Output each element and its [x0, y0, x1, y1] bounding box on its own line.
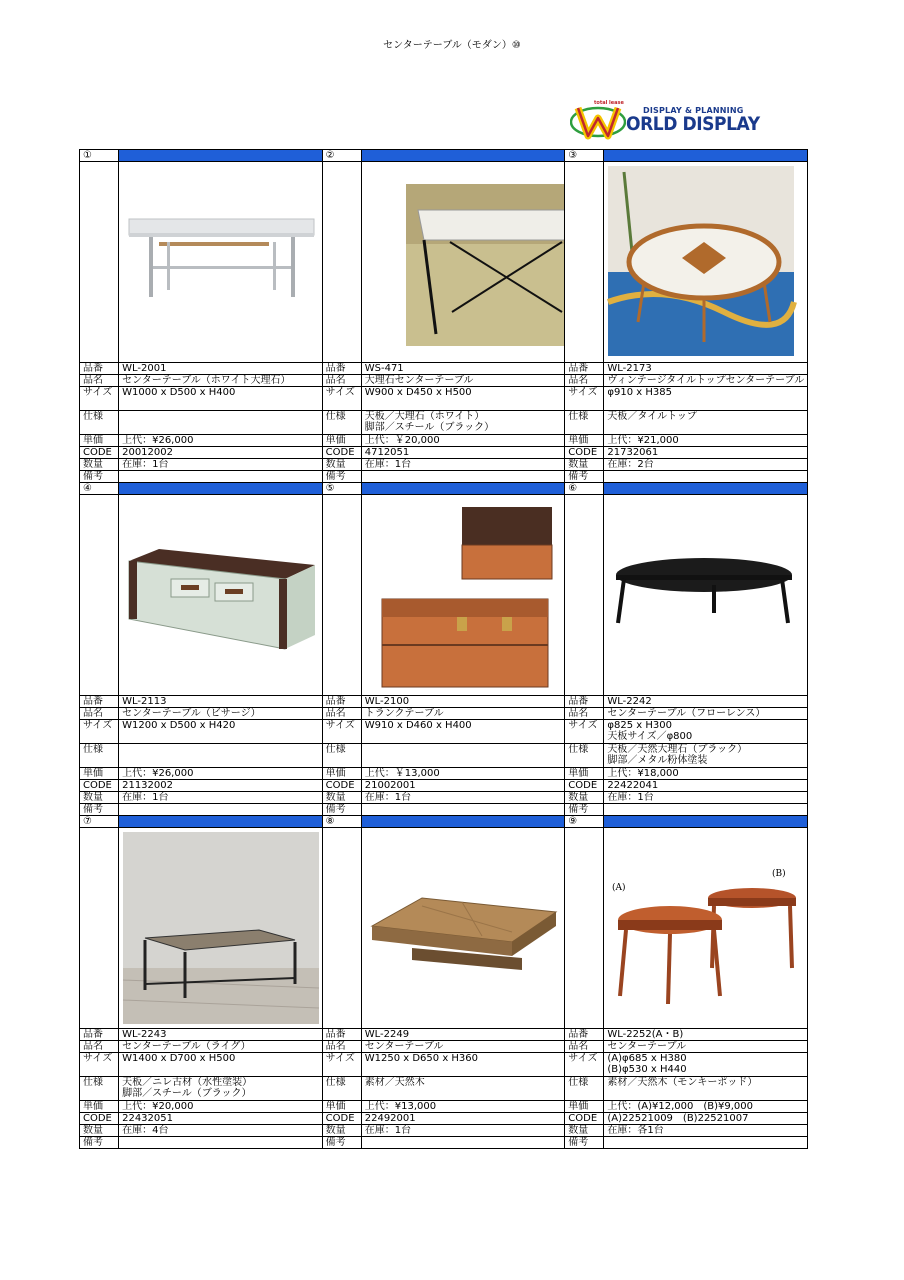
value-shiyou	[361, 1077, 565, 1101]
value-size	[604, 387, 808, 411]
product-image-cell	[119, 162, 323, 363]
product-photo	[604, 162, 807, 362]
label-tanka: 単価	[322, 435, 361, 447]
line: W910 x D460 x H400	[364, 720, 472, 731]
label-bikou: 備考	[565, 471, 604, 483]
value-bikou	[119, 471, 323, 483]
image-label-cell	[565, 495, 604, 696]
label-bikou: 備考	[80, 1137, 119, 1149]
product-photo	[362, 495, 565, 695]
label-code: CODE	[80, 1113, 119, 1125]
label-bikou: 備考	[80, 804, 119, 816]
value-hinmei: センターテーブル（フローレンス）	[604, 708, 808, 720]
value-code: 21132002	[119, 780, 323, 792]
value-tanka: 上代：¥21,000	[604, 435, 808, 447]
value-bikou	[361, 1137, 565, 1149]
item-number: ④	[80, 483, 119, 495]
monkeypod-nesting-tables-photo	[604, 828, 807, 1028]
label-hinmei: 品名	[322, 708, 361, 720]
label-size: サイズ	[565, 1053, 604, 1077]
line: (A)φ685 x H380	[607, 1053, 687, 1064]
raig-table-photo	[119, 828, 322, 1028]
value-hinmei: 大理石センターテーブル	[361, 375, 565, 387]
label-code: CODE	[322, 447, 361, 459]
value-hinban: WL-2242	[604, 696, 808, 708]
value-hinban: WL-2100	[361, 696, 565, 708]
header-bar	[361, 483, 565, 495]
value-code: 22432051	[119, 1113, 323, 1125]
label-code: CODE	[565, 1113, 604, 1125]
value-code: 21002001	[361, 780, 565, 792]
label-suuryou: 数量	[80, 459, 119, 471]
label-code: CODE	[80, 780, 119, 792]
label-hinmei: 品名	[80, 375, 119, 387]
label-tanka: 単価	[80, 1101, 119, 1113]
value-hinban: WL-2243	[119, 1029, 323, 1041]
image-label-cell	[322, 162, 361, 363]
label-hinban: 品番	[80, 1029, 119, 1041]
label-shiyou: 仕様	[565, 411, 604, 435]
value-hinban: WL-2249	[361, 1029, 565, 1041]
label-suuryou: 数量	[322, 459, 361, 471]
label-size: サイズ	[80, 1053, 119, 1077]
label-code: CODE	[565, 447, 604, 459]
label-hinmei: 品名	[80, 708, 119, 720]
image-label-cell	[322, 828, 361, 1029]
value-tanka: 上代：¥26,000	[119, 435, 323, 447]
world-display-logo	[570, 100, 810, 140]
natural-wood-table-photo	[362, 828, 565, 1028]
item-number: ⑧	[322, 816, 361, 828]
value-code: 22422041	[604, 780, 808, 792]
header-bar	[604, 150, 808, 162]
value-suuryou: 在庫：1台	[119, 792, 323, 804]
value-tanka: 上代：¥13,000	[361, 1101, 565, 1113]
value-hinmei: センターテーブル	[361, 1041, 565, 1053]
label-size: サイズ	[80, 387, 119, 411]
line: W1200 x D500 x H420	[122, 720, 236, 731]
page-title: センターテーブル（モダン）⑩	[383, 40, 521, 51]
label-hinmei: 品名	[322, 375, 361, 387]
value-tanka: 上代：¥20,000	[119, 1101, 323, 1113]
logo-subtitle: DISPLAY & PLANNING	[643, 106, 744, 115]
label-hinban: 品番	[565, 696, 604, 708]
label-hinban: 品番	[322, 1029, 361, 1041]
value-hinban: WL-2173	[604, 363, 808, 375]
label-code: CODE	[565, 780, 604, 792]
value-hinban: WL-2252(A・B)	[604, 1029, 808, 1041]
value-tanka: 上代：(A)¥12,000 (B)¥9,000	[604, 1101, 808, 1113]
value-hinmei: ヴィンテージタイルトップセンターテーブル	[604, 375, 808, 387]
line: W1250 x D650 x H360	[364, 1053, 479, 1064]
header-bar	[119, 150, 323, 162]
product-photo	[604, 828, 807, 1028]
label-suuryou: 数量	[80, 1125, 119, 1137]
product-photo	[119, 162, 322, 362]
item-number: ⑥	[565, 483, 604, 495]
header-bar	[119, 816, 323, 828]
line: φ910 x H385	[607, 387, 672, 398]
product-image-cell	[361, 495, 565, 696]
value-shiyou	[119, 1077, 323, 1101]
value-shiyou	[604, 1077, 808, 1101]
value-bikou	[604, 1137, 808, 1149]
image-label-cell	[80, 495, 119, 696]
value-bikou	[361, 471, 565, 483]
value-hinban: WS-471	[361, 363, 565, 375]
value-code: 22492001	[361, 1113, 565, 1125]
label-bikou: 備考	[565, 1137, 604, 1149]
label-hinban: 品番	[322, 696, 361, 708]
marble-table-photo	[119, 162, 322, 362]
line: 天板サイズ／φ800	[607, 731, 693, 742]
label-tanka: 単価	[565, 1101, 604, 1113]
line: 脚部／メタル粉体塗装	[607, 755, 708, 766]
label-suuryou: 数量	[80, 792, 119, 804]
label-size: サイズ	[322, 720, 361, 744]
label-shiyou: 仕様	[322, 1077, 361, 1101]
line: φ825 x H300	[607, 720, 672, 731]
value-size	[604, 720, 808, 744]
value-size	[604, 1053, 808, 1077]
label-bikou: 備考	[565, 804, 604, 816]
label-suuryou: 数量	[565, 1125, 604, 1137]
value-bikou	[361, 804, 565, 816]
label-size: サイズ	[565, 720, 604, 744]
value-hinmei: トランクテーブル	[361, 708, 565, 720]
value-suuryou: 在庫：2台	[604, 459, 808, 471]
header-bar	[604, 816, 808, 828]
label-size: サイズ	[322, 1053, 361, 1077]
line: 素材／天然木	[364, 1077, 425, 1088]
value-bikou	[119, 804, 323, 816]
tile-top-table-photo	[604, 162, 807, 362]
label-size: サイズ	[322, 387, 361, 411]
value-size	[119, 720, 323, 744]
value-shiyou	[119, 744, 323, 768]
value-shiyou	[361, 744, 565, 768]
label-hinmei: 品名	[322, 1041, 361, 1053]
product-image-cell	[119, 828, 323, 1029]
marble-x-table-photo	[362, 162, 565, 362]
value-size	[361, 1053, 565, 1077]
item-number: ⑤	[322, 483, 361, 495]
value-shiyou	[604, 411, 808, 435]
line: 天板／ニレ古材（水性塗装）	[122, 1077, 253, 1088]
product-image-cell	[604, 828, 808, 1029]
product-photo	[362, 162, 565, 362]
image-label-cell	[322, 495, 361, 696]
product-image-cell	[604, 495, 808, 696]
value-size	[119, 1053, 323, 1077]
value-bikou	[119, 1137, 323, 1149]
value-suuryou: 在庫：各1台	[604, 1125, 808, 1137]
image-label-cell	[80, 162, 119, 363]
product-image-cell	[361, 828, 565, 1029]
label-code: CODE	[322, 780, 361, 792]
label-hinban: 品番	[565, 1029, 604, 1041]
product-photo	[119, 495, 322, 695]
value-hinmei: センターテーブル（ホワイト大理石）	[119, 375, 323, 387]
product-image-cell	[119, 495, 323, 696]
product-photo	[362, 828, 565, 1028]
product-photo	[604, 495, 807, 695]
value-code: (A)22521009 (B)22521007	[604, 1113, 808, 1125]
value-shiyou	[119, 411, 323, 435]
label-shiyou: 仕様	[565, 1077, 604, 1101]
label-tanka: 単価	[565, 435, 604, 447]
label-tanka: 単価	[322, 768, 361, 780]
product-image-cell	[361, 162, 565, 363]
label-suuryou: 数量	[565, 459, 604, 471]
label-hinban: 品番	[80, 696, 119, 708]
item-number: ①	[80, 150, 119, 162]
value-suuryou: 在庫：1台	[361, 1125, 565, 1137]
line: 天板／天然大理石（ブラック）	[607, 744, 748, 755]
value-hinmei: センターテーブル（ビサージ）	[119, 708, 323, 720]
value-size	[119, 387, 323, 411]
label-bikou: 備考	[322, 471, 361, 483]
florence-round-table-photo	[604, 495, 807, 695]
item-number: ②	[322, 150, 361, 162]
label-shiyou: 仕様	[80, 744, 119, 768]
image-label-cell	[565, 828, 604, 1029]
label-code: CODE	[80, 447, 119, 459]
label-suuryou: 数量	[322, 792, 361, 804]
image-label-cell	[80, 828, 119, 1029]
label-shiyou: 仕様	[80, 411, 119, 435]
value-code: 21732061	[604, 447, 808, 459]
value-shiyou	[361, 411, 565, 435]
value-hinmei: センターテーブル	[604, 1041, 808, 1053]
trunk-table-photo	[362, 495, 565, 695]
value-suuryou: 在庫：1台	[119, 459, 323, 471]
table-b-label: (B)	[772, 869, 787, 879]
line: W1000 x D500 x H400	[122, 387, 236, 398]
line: 脚部／スチール（ブラック）	[122, 1088, 252, 1099]
value-tanka: 上代：¥18,000	[604, 768, 808, 780]
label-tanka: 単価	[80, 435, 119, 447]
label-shiyou: 仕様	[565, 744, 604, 768]
label-tanka: 単価	[565, 768, 604, 780]
label-code: CODE	[322, 1113, 361, 1125]
label-bikou: 備考	[322, 804, 361, 816]
value-code: 20012002	[119, 447, 323, 459]
value-tanka: 上代：￥13,000	[361, 768, 565, 780]
label-bikou: 備考	[80, 471, 119, 483]
value-suuryou: 在庫：1台	[361, 459, 565, 471]
logo-tagline: total lease	[594, 100, 624, 106]
value-tanka: 上代：￥20,000	[361, 435, 565, 447]
visage-trunk-table-photo	[119, 495, 322, 695]
product-image-cell	[604, 162, 808, 363]
label-hinmei: 品名	[565, 708, 604, 720]
label-shiyou: 仕様	[80, 1077, 119, 1101]
product-photo	[119, 828, 322, 1028]
label-hinban: 品番	[80, 363, 119, 375]
item-number: ③	[565, 150, 604, 162]
label-tanka: 単価	[322, 1101, 361, 1113]
label-suuryou: 数量	[565, 792, 604, 804]
line: 素材／天然木（モンキーポッド）	[607, 1077, 758, 1088]
item-number: ⑦	[80, 816, 119, 828]
header-bar	[361, 150, 565, 162]
label-tanka: 単価	[80, 768, 119, 780]
value-suuryou: 在庫：4台	[119, 1125, 323, 1137]
table-a-label: (A)	[612, 883, 626, 893]
product-table	[79, 149, 808, 1149]
image-label-cell	[565, 162, 604, 363]
label-bikou: 備考	[322, 1137, 361, 1149]
label-suuryou: 数量	[322, 1125, 361, 1137]
value-shiyou	[604, 744, 808, 768]
value-suuryou: 在庫：1台	[361, 792, 565, 804]
value-suuryou: 在庫：1台	[604, 792, 808, 804]
line: W1400 x D700 x H500	[122, 1053, 236, 1064]
line: 天板／大理石（ホワイト）	[364, 411, 485, 422]
value-size	[361, 387, 565, 411]
label-shiyou: 仕様	[322, 744, 361, 768]
value-bikou	[604, 471, 808, 483]
value-bikou	[604, 804, 808, 816]
logo-wordmark: ORLD DISPLAY	[626, 113, 760, 135]
label-size: サイズ	[565, 387, 604, 411]
logo-w-mark-icon	[570, 100, 626, 140]
label-hinmei: 品名	[565, 375, 604, 387]
header-bar	[604, 483, 808, 495]
value-tanka: 上代：¥26,000	[119, 768, 323, 780]
line: 天板／タイルトップ	[607, 411, 697, 422]
label-hinban: 品番	[565, 363, 604, 375]
label-hinmei: 品名	[80, 1041, 119, 1053]
header-bar	[119, 483, 323, 495]
value-code: 4712051	[361, 447, 565, 459]
line: W900 x D450 x H500	[364, 387, 472, 398]
value-size	[361, 720, 565, 744]
label-size: サイズ	[80, 720, 119, 744]
line: (B)φ530 x H440	[607, 1064, 687, 1075]
value-hinmei: センターテーブル（ライグ）	[119, 1041, 323, 1053]
label-hinban: 品番	[322, 363, 361, 375]
value-hinban: WL-2113	[119, 696, 323, 708]
value-hinban: WL-2001	[119, 363, 323, 375]
label-shiyou: 仕様	[322, 411, 361, 435]
item-number: ⑨	[565, 816, 604, 828]
label-hinmei: 品名	[565, 1041, 604, 1053]
header-bar	[361, 816, 565, 828]
line: 脚部／スチール（ブラック）	[364, 422, 495, 433]
